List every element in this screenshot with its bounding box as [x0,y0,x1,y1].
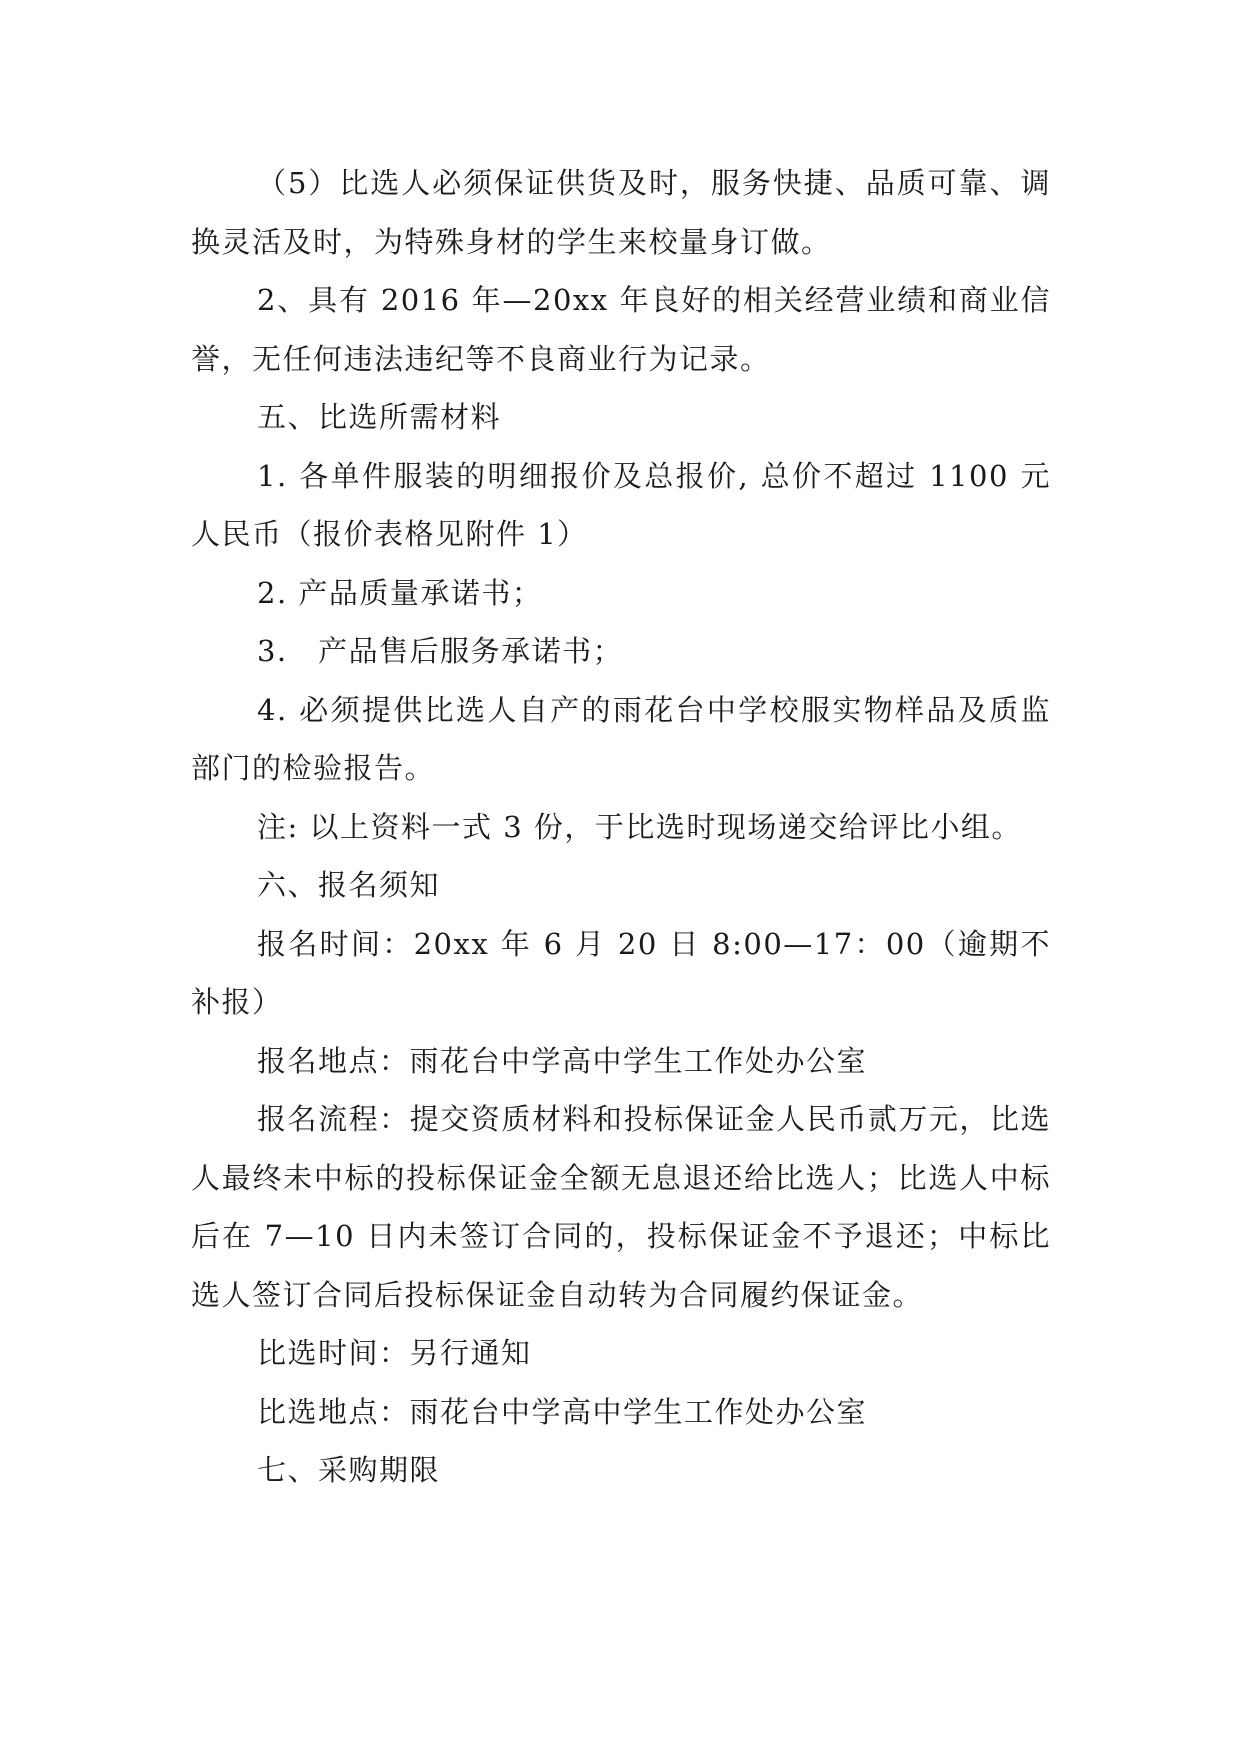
paragraph-selection-location: 比选地点：雨花台中学高中学生工作处办公室 [257,1394,868,1429]
paragraph-selection-time: 比选时间：另行通知 [257,1336,532,1370]
section-heading-procurement-period: 七、采购期限 [257,1453,441,1487]
paragraph-material-3: 3． 产品售后服务承诺书； [257,634,624,668]
section-heading-registration: 六、报名须知 [257,868,441,902]
paragraph-supplier-requirement-5: （5）比选人必须保证供货及时，服务快捷、品质可靠、调换灵活及时，为特殊身材的学生来校量身订做。 [191,166,1051,259]
paragraph-registration-process: 报名流程：提交资质材料和投标保证金人民币贰万元，比选人最终未中标的投标保证金全额无息退还给比选人；比选人中标后在 7—10 日内未签订合同的，投标保证金不予退还；中标比选人签订合同后投标保证金自动转为合同履约保证金。 [191,1102,1051,1312]
paragraph-material-2: 2. 产品质量承诺书； [257,575,543,610]
document-body [191,154,1051,1500]
paragraph-registration-time: 报名时间：20xx 年 6 月 20 日 8:00—17：00（逾期不补报） [191,926,1051,1019]
paragraph-business-record: 2、具有 2016 年—20xx 年良好的相关经营业绩和商业信誉，无任何违法违纪等不良商业行为记录。 [191,283,1051,376]
paragraph-note: 注: 以上资料一式 3 份，于比选时现场递交给评比小组。 [257,809,1022,844]
paragraph-material-4: 4. 必须提供比选人自产的雨花台中学校服实物样品及质监部门的检验报告。 [191,692,1051,785]
paragraph-registration-location: 报名地点：雨花台中学高中学生工作处办公室 [257,1043,868,1078]
paragraph-material-1: 1. 各单件服装的明细报价及总报价, 总价不超过 1100 元人民币（报价表格见附件 1） [191,458,1051,551]
section-heading-materials: 五、比选所需材料 [257,400,502,434]
